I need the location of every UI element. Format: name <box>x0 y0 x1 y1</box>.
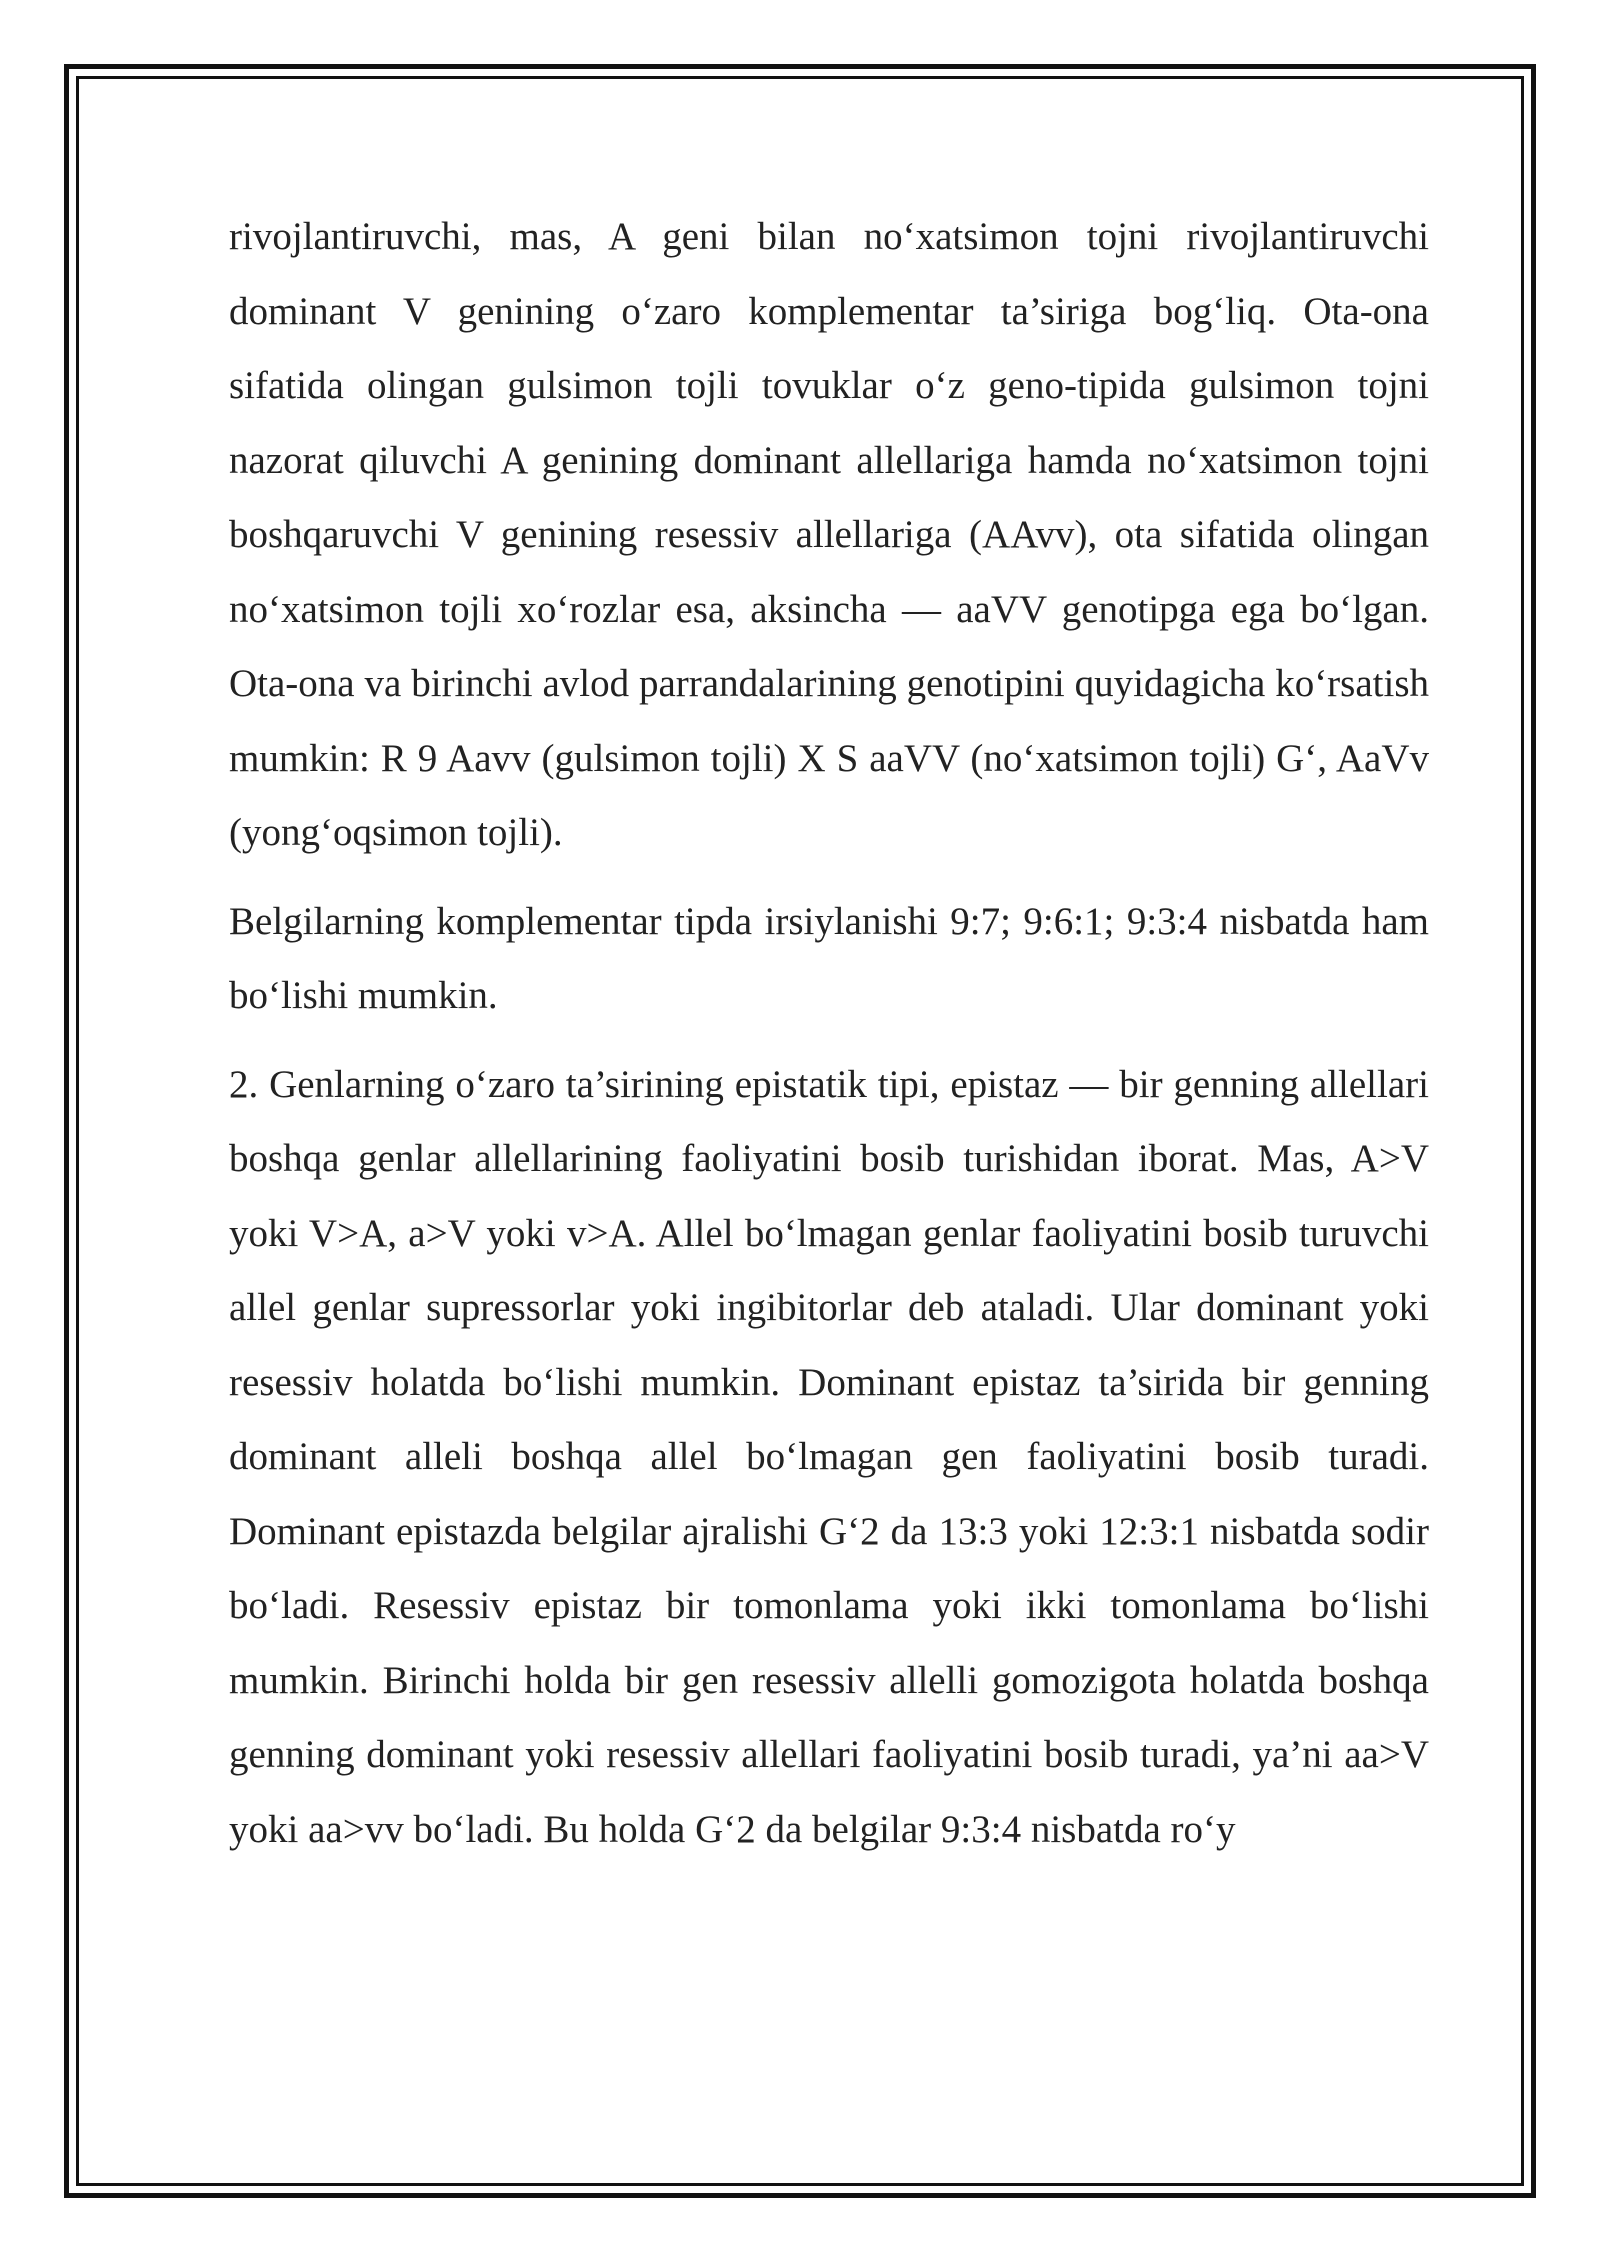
document-body <box>229 200 1429 1881</box>
paragraph-1: rivojlantiruvchi, mas, A geni bilan no‘xatsimon tojni rivojlantiruvchi dominant V genining o‘zaro komplementar ta’siriga bog‘liq. Ota-ona sifatida olingan gulsimon tojli tovuklar o‘z geno-tipida gulsimon tojni nazorat qiluvchi A genining dominant allellariga hamda no‘xatsimon tojni boshqaruvchi V genining resessiv allellariga (AAvv), ota sifatida olingan no‘xatsimon tojli xo‘rozlar esa, aksincha — aaVV genotipga ega bo‘lgan. Ota-ona va birinchi avlod parrandalarining genotipini quyidagicha ko‘rsatish mumkin: R 9 Aavv (gulsimon tojli) X S aaVV (no‘xatsimon tojli) G‘, AaVv (yong‘oqsimon tojli). <box>229 215 1429 854</box>
paragraph-2: Belgilarning komplementar tipda irsiylanishi 9:7; 9:6:1; 9:3:4 nisbatda ham bo‘lishi mumkin. <box>229 899 1429 1017</box>
paragraph-3: 2. Genlarning o‘zaro ta’sirining epistatik tipi, epistaz — bir genning allellari boshqa genlar allellarining faoliyatini bosib turishidan iborat. Mas, A>V yoki V>A, a>V yoki v>A. Allel bo‘lmagan genlar faoliyatini bosib turuvchi allel genlar supressorlar yoki ingibitorlar deb ataladi. Ular dominant yoki resessiv holatda bo‘lishi mumkin. Dominant epistaz ta’sirida bir genning dominant alleli boshqa allel bo‘lmagan gen faoliyatini bosib turadi. Dominant epistazda belgilar ajralishi G‘2 da 13:3 yoki 12:3:1 nisbatda sodir bo‘ladi. Resessiv epistaz bir tomonlama yoki ikki tomonlama bo‘lishi mumkin. Birinchi holda bir gen resessiv allelli gomozigota holatda boshqa genning dominant yoki resessiv allellari faoliyatini bosib turadi, ya’ni aa>V yoki aa>vv bo‘ladi. Bu holda G‘2 da belgilar 9:3:4 nisbatda ro‘y <box>229 1062 1429 1851</box>
